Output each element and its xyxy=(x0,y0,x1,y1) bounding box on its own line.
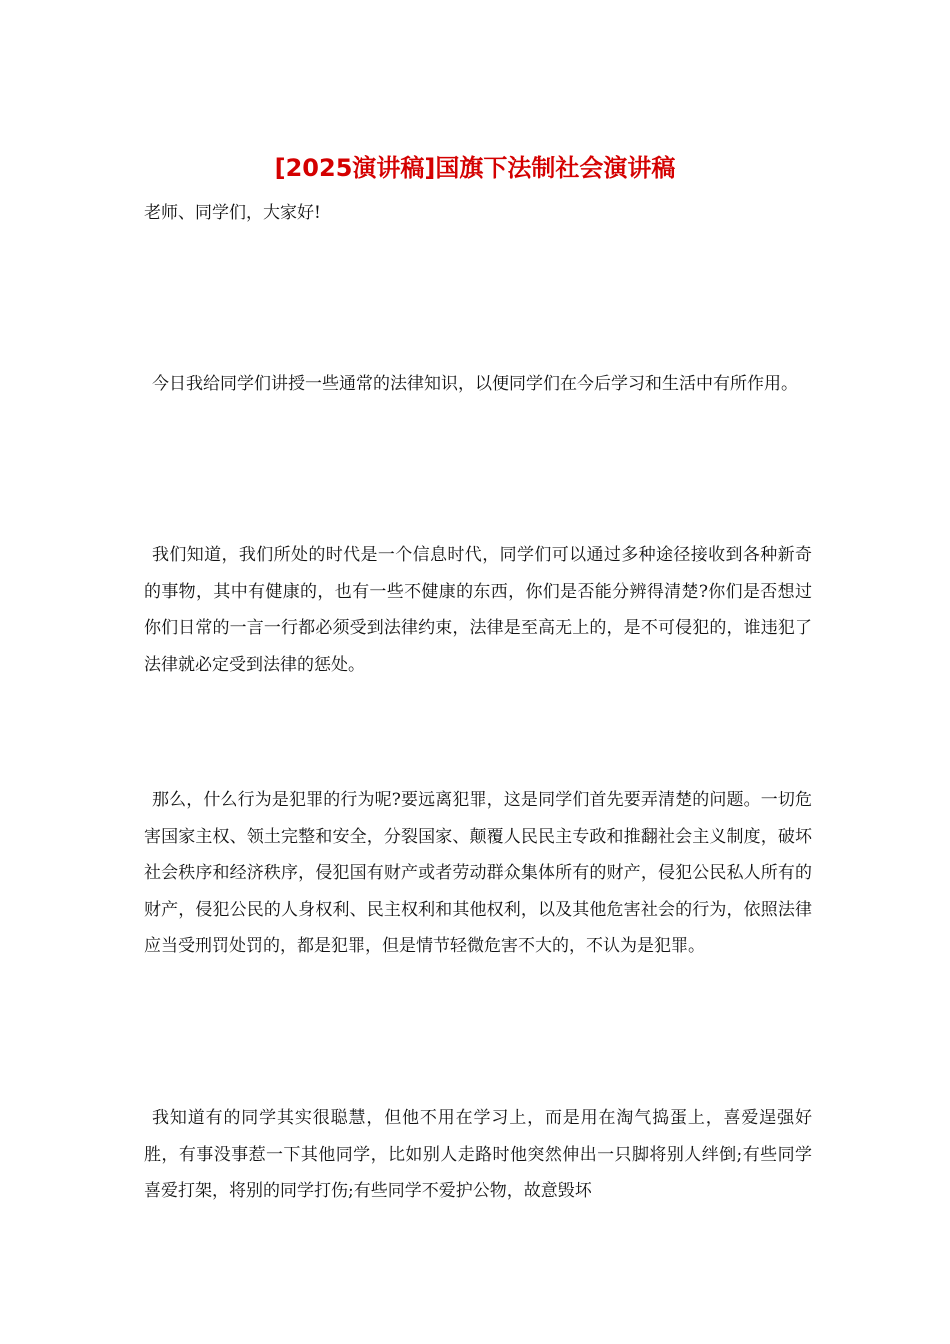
paragraph-2: 我们知道，我们所处的时代是一个信息时代，同学们可以通过多种途径接收到各种新奇的事物，其中有健康的，也有一些不健康的东西，你们是否能分辨得清楚?你们是否想过你们日常的一言一行都必须受到法律约束，法律是至高无上的，是不可侵犯的，谁违犯了法律就必定受到法律的惩处。 xyxy=(144,545,812,675)
greeting-text: 老师、同学们，大家好! xyxy=(144,203,321,223)
page-title: [2025演讲稿]国旗下法制社会演讲稿 xyxy=(274,154,676,182)
paragraph-3: 那么，什么行为是犯罪的行为呢?要远离犯罪，这是同学们首先要弄清楚的问题。一切危害国家主权、领土完整和安全，分裂国家、颠覆人民民主专政和推翻社会主义制度，破坏社会秩序和经济秩序，侵犯国有财产或者劳动群众集体所有的财产，侵犯公民私人所有的财产，侵犯公民的人身权利、民主权利和其他权利，以及其他危害社会的行为，依照法律应当受刑罚处罚的，都是犯罪，但是情节轻微危害不大的，不认为是犯罪。 xyxy=(144,790,812,956)
paragraph-4: 我知道有的同学其实很聪慧，但他不用在学习上，而是用在淘气捣蛋上，喜爱逞强好胜，有事没事惹一下其他同学，比如别人走路时他突然伸出一只脚将别人绊倒;有些同学喜爱打架，将别的同学打伤;有些同学不爱护公物，故意毁坏 xyxy=(144,1108,812,1201)
paragraph-1: 今日我给同学们讲授一些通常的法律知识，以便同学们在今后学习和生活中有所作用。 xyxy=(152,374,798,394)
